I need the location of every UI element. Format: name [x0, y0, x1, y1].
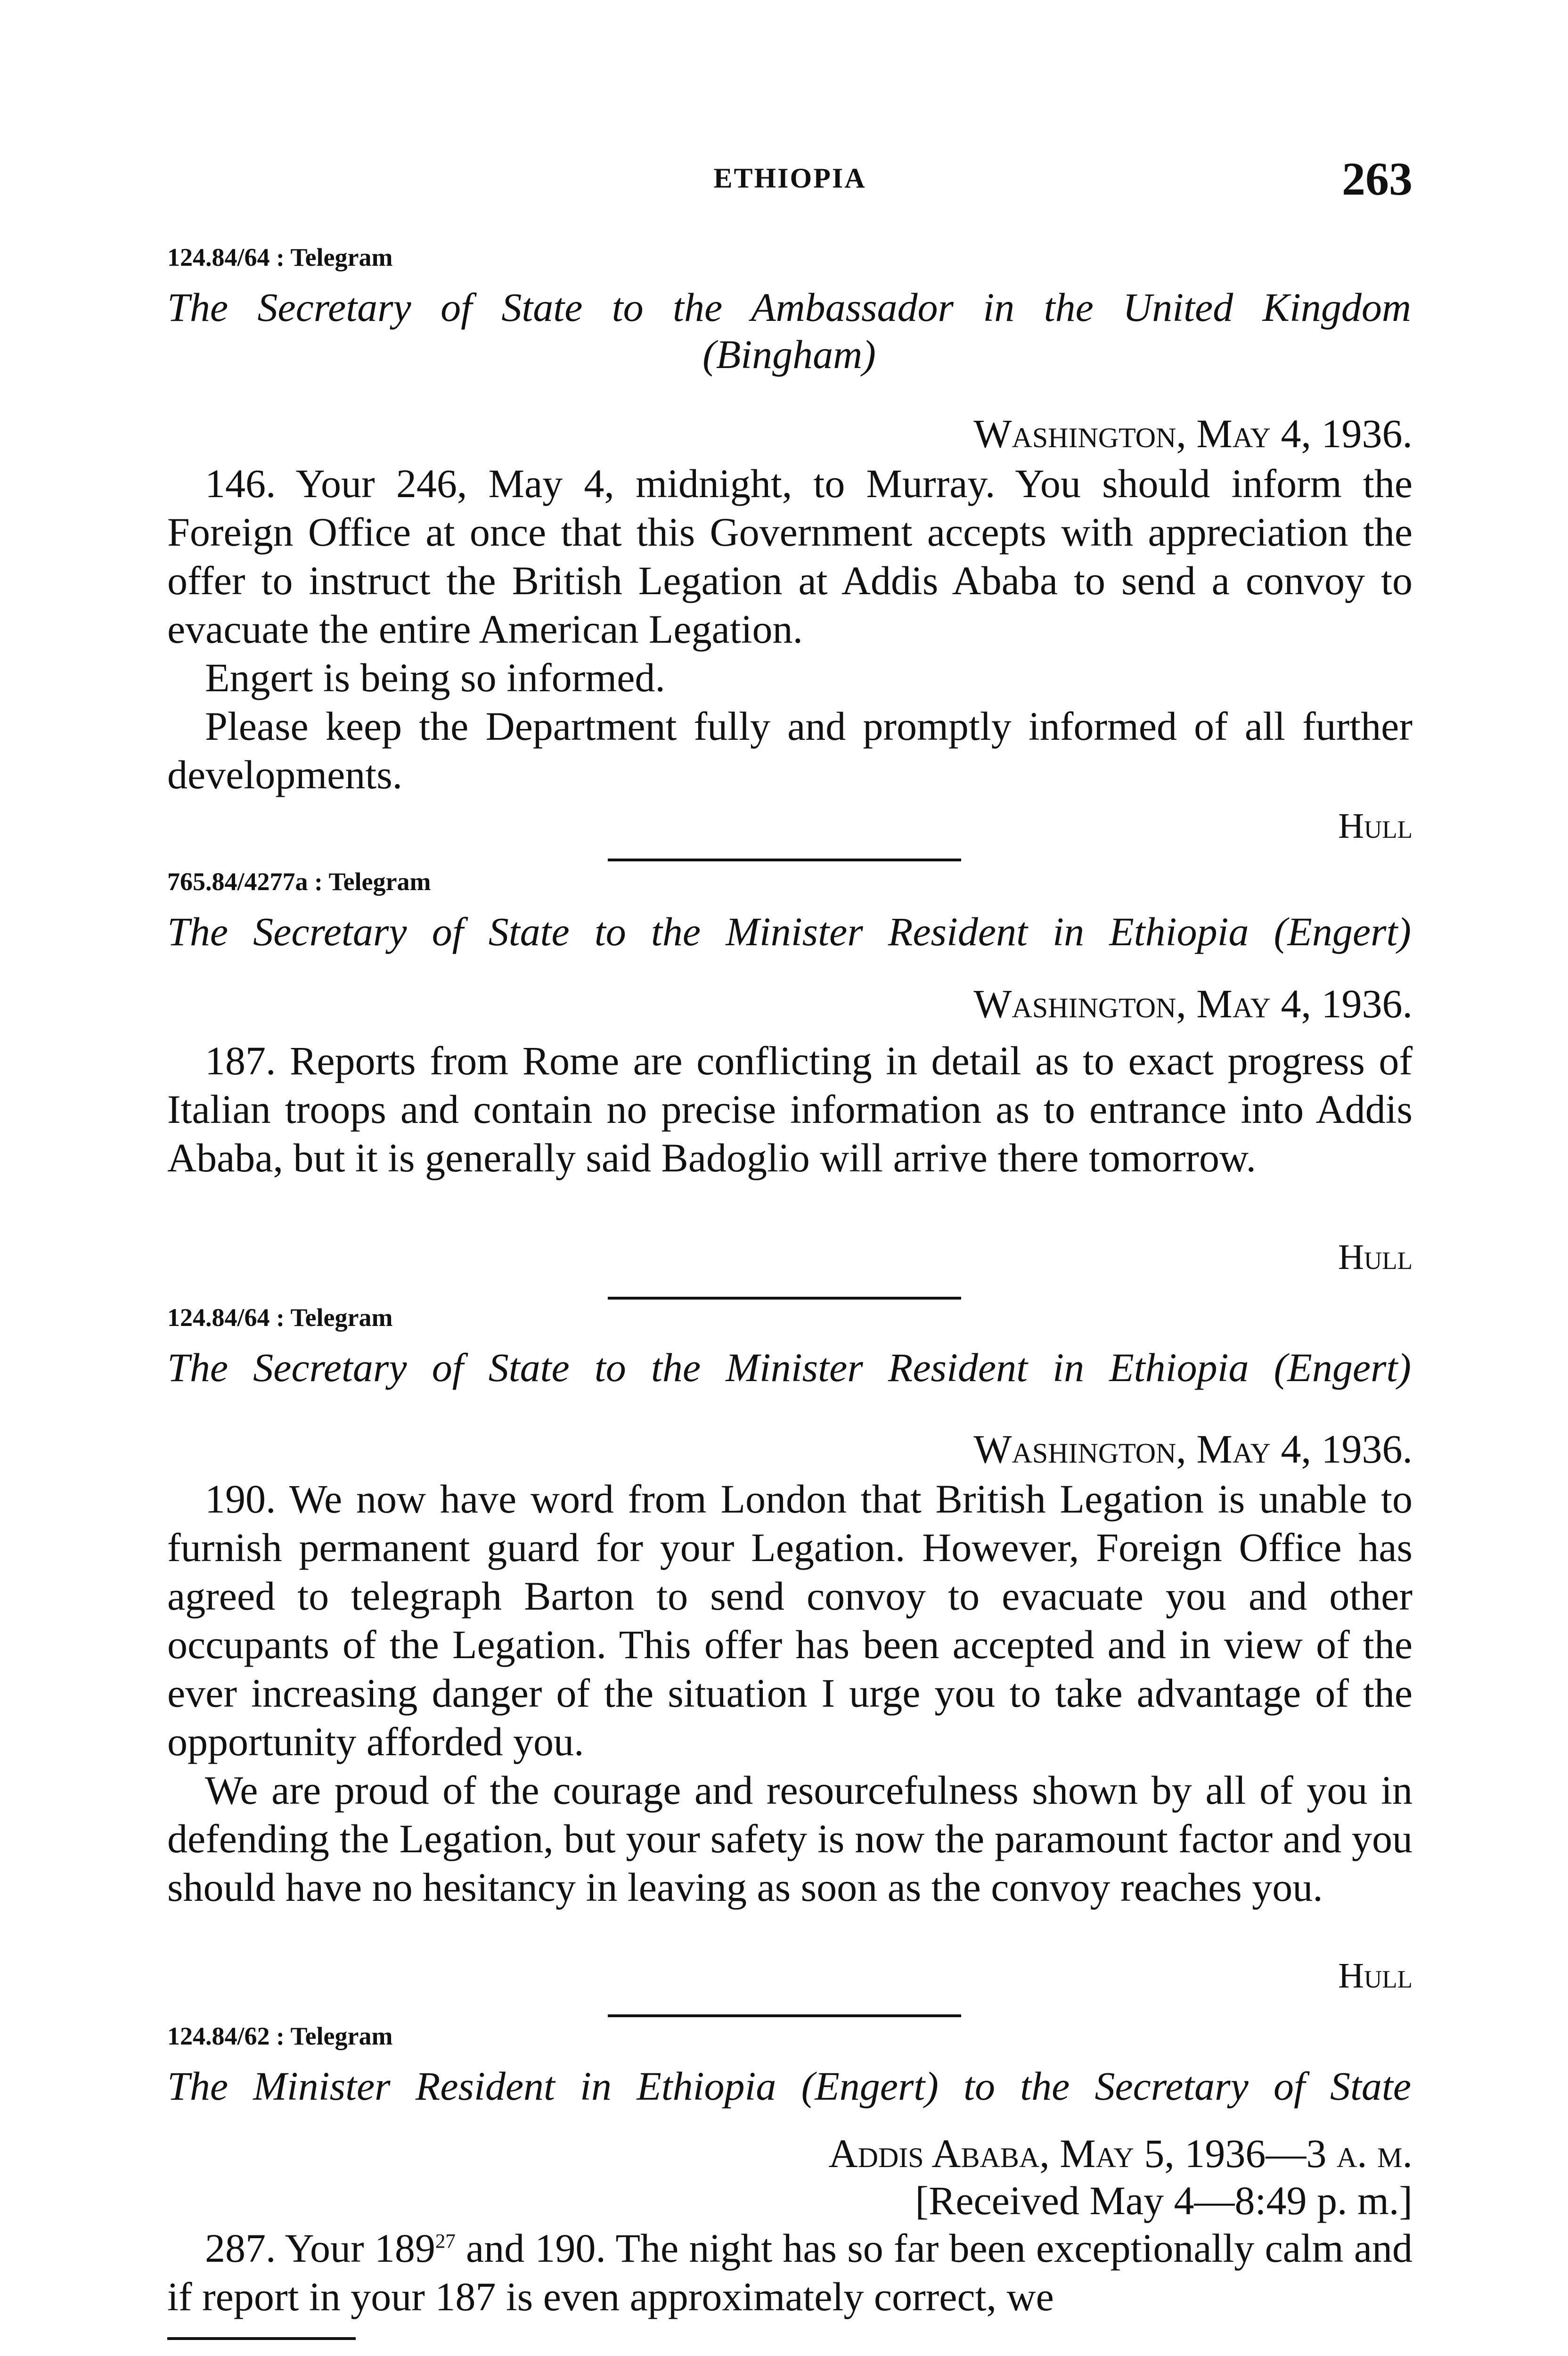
document-heading: The Secretary of State to the Minister Resident in Ethiopia (Engert) — [167, 1345, 1411, 1390]
document-file-id: 124.84/64 : Telegram — [167, 1303, 393, 1332]
document-file-id: 124.84/62 : Telegram — [167, 2022, 393, 2050]
document-file-id: 124.84/64 : Telegram — [167, 243, 393, 271]
section-divider — [608, 2014, 961, 2017]
running-title: ETHIOPIA — [713, 163, 866, 194]
page-number: 263 — [1342, 153, 1413, 205]
paragraph: 190. We now have word from London that British Legation is unable to furnish permanent guard for your Legation. However, Foreign Office has agreed to telegraph Barton to send convoy to evacuate you and other occupants of the Legation. This offer has been accepted and in view of the ever increasing danger of the situation I urge you to take advantage of the opportunity afforded you. — [167, 1476, 1413, 1764]
dateline: Washington, May 4, 1936. — [973, 1426, 1413, 1472]
paragraph-lead: 287. Your 189 — [205, 2225, 435, 2271]
dateline: Washington, May 4, 1936. — [973, 981, 1413, 1026]
document-heading-continued: (Bingham) — [702, 332, 876, 377]
document-heading: The Secretary of State to the Ambassador in the United Kingdom — [167, 285, 1411, 330]
paragraph: Please keep the Department fully and promptly informed of all further developments. — [167, 704, 1413, 797]
document-file-id: 765.84/4277a : Telegram — [167, 867, 431, 896]
section-divider — [608, 859, 961, 861]
received-line: [Received May 4—8:49 p. m.] — [915, 2178, 1413, 2223]
paragraph-text: and 190. The night has so far been exceptionally calm and if report in your 187 is even approximately correct, we — [167, 2225, 1413, 2319]
footnote-reference: 27 — [435, 2230, 456, 2253]
telegram-body — [167, 2224, 1413, 2321]
signature: Hull — [1338, 1956, 1413, 1996]
signature: Hull — [1338, 1237, 1413, 1277]
paragraph: 146. Your 246, May 4, midnight, to Murray. You should inform the Foreign Office at once that this Government accepts with appreciation the offer to instruct the British Legation at Addis Ababa to send a convoy to evacuate the entire American Legation. — [167, 461, 1413, 652]
telegram-body — [167, 459, 1413, 799]
document-heading: The Secretary of State to the Minister Resident in Ethiopia (Engert) — [167, 909, 1411, 954]
paragraph — [167, 2224, 1413, 2321]
paragraph: 187. Reports from Rome are conflicting in detail as to exact progress of Italian troops and contain no precise information as to entrance into Addis Ababa, but it is generally said Badoglio will arrive there tomorrow. — [167, 1038, 1413, 1180]
paragraph: We are proud of the courage and resourcefulness shown by all of you in defending the Legation, but your safety is now the paramount factor and you should have no hesitancy in leaving as soon as the convoy reaches you. — [167, 1767, 1413, 1910]
document-heading: The Minister Resident in Ethiopia (Engert) to the Secretary of State — [167, 2063, 1411, 2109]
dateline: Washington, May 4, 1936. — [973, 411, 1413, 456]
section-divider — [608, 1297, 961, 1300]
paragraph: Engert is being so informed. — [205, 655, 665, 700]
signature: Hull — [1338, 806, 1413, 846]
running-head — [167, 155, 1413, 207]
footnote-rule — [167, 2337, 356, 2340]
dateline: Addis Ababa, May 5, 1936—3 a. m. — [828, 2131, 1413, 2176]
telegram-body — [167, 1037, 1413, 1182]
telegram-body — [167, 1475, 1413, 1912]
